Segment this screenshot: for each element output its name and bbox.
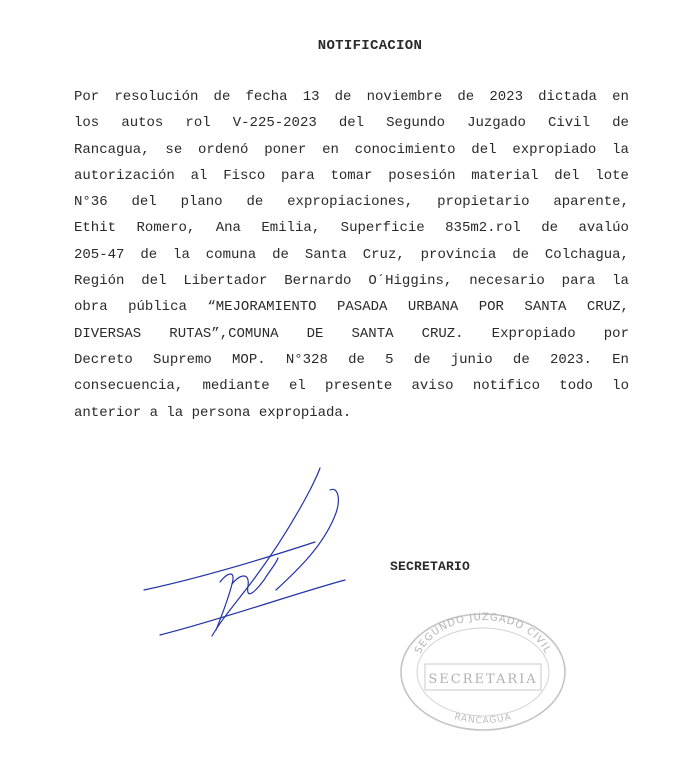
body-word: se xyxy=(165,141,183,158)
body-word: del xyxy=(471,141,497,158)
body-word: la xyxy=(612,141,629,158)
body-word: propietario xyxy=(437,194,530,211)
body-line xyxy=(74,400,629,426)
body-word: Bernardo xyxy=(284,273,352,290)
body-word: en xyxy=(322,141,339,158)
body-word: rol xyxy=(185,115,211,132)
body-word: del xyxy=(141,273,167,290)
body-word: de xyxy=(348,351,365,368)
body-word: a xyxy=(149,404,159,421)
body-word: de xyxy=(612,115,629,132)
body-word: 13 xyxy=(302,89,320,105)
body-word: noviembre xyxy=(366,89,443,105)
stamp-center-text: SECRETARIA xyxy=(428,672,538,687)
body-word: pública xyxy=(128,299,187,316)
body-word: conocimiento xyxy=(354,141,456,158)
body-word: expropiada. xyxy=(258,404,352,421)
body-word: de xyxy=(413,351,431,368)
body-word: expropiado xyxy=(512,141,597,158)
body-word: fecha xyxy=(245,89,288,105)
body-word: obra xyxy=(74,299,108,316)
body-word: DIVERSAS xyxy=(74,325,142,342)
body-word: plano xyxy=(180,194,223,211)
body-word: V-225-2023 xyxy=(232,115,317,132)
body-word: DE xyxy=(306,325,324,342)
signatory-role: SECRETARIO xyxy=(390,559,471,574)
body-word: Decreto xyxy=(74,351,133,368)
svg-text:RANCAGUA xyxy=(453,712,513,726)
body-word: MOP. xyxy=(232,351,266,368)
body-word: aviso xyxy=(411,378,454,395)
body-word: junio xyxy=(450,351,493,368)
body-word: el xyxy=(288,378,306,395)
handwritten-signature xyxy=(140,460,360,645)
body-word: “MEJORAMIENTO xyxy=(207,299,317,316)
body-word: la xyxy=(173,246,190,263)
body-line xyxy=(74,163,629,189)
court-seal-stamp xyxy=(395,608,570,733)
body-line xyxy=(74,110,629,136)
body-word: lote xyxy=(595,167,629,184)
notification-body xyxy=(74,84,629,426)
body-word: resolución xyxy=(114,89,199,105)
body-word: notifico xyxy=(472,378,541,395)
body-word: dictada xyxy=(538,89,597,105)
body-line xyxy=(74,189,629,215)
body-line xyxy=(74,215,629,241)
body-line xyxy=(74,137,629,163)
body-word: Ethit xyxy=(74,220,117,237)
body-word: Cruz, xyxy=(362,246,405,263)
body-line xyxy=(74,321,629,347)
body-word: POR xyxy=(478,299,504,316)
body-word: anterior xyxy=(74,404,142,421)
body-word: CRUZ. xyxy=(421,325,464,342)
body-word: avalúo xyxy=(578,220,629,237)
body-word: Colchagua, xyxy=(544,246,629,263)
body-word: Rancagua, xyxy=(74,141,150,158)
body-word: para xyxy=(561,273,596,290)
body-word: N°36 xyxy=(74,194,108,211)
body-word: en xyxy=(612,89,629,105)
body-line xyxy=(74,347,629,373)
body-word: al xyxy=(190,167,208,184)
body-line xyxy=(74,242,629,268)
body-word: Por xyxy=(74,89,100,105)
body-word: de xyxy=(541,220,559,237)
body-word: del xyxy=(338,115,365,132)
body-line xyxy=(74,268,629,294)
body-word: material xyxy=(471,167,539,184)
body-word: 5 xyxy=(385,351,394,368)
body-word: Santa xyxy=(304,246,347,263)
body-word: para xyxy=(281,167,315,184)
body-word: aparente, xyxy=(553,194,629,211)
body-word: los xyxy=(74,115,100,132)
body-word: Civil xyxy=(547,115,590,132)
body-word: URBANA xyxy=(407,299,459,316)
body-word: autorización xyxy=(74,167,175,184)
body-word: En xyxy=(612,351,629,368)
body-line xyxy=(74,373,629,399)
body-word: consecuencia, xyxy=(74,378,184,395)
body-word: por xyxy=(603,325,629,342)
body-word: Libertador xyxy=(183,273,268,290)
body-word: tomar xyxy=(330,167,373,184)
body-word: todo xyxy=(559,378,593,395)
body-word: mediante xyxy=(202,378,270,395)
svg-text:SEGUNDO JUZGADO CIVIL xyxy=(413,612,553,656)
body-word: de xyxy=(140,246,158,263)
body-word: la xyxy=(612,273,629,290)
body-word: SANTA xyxy=(524,299,567,316)
body-word: de xyxy=(334,89,352,105)
stamp-bottom-text: RANCAGUA xyxy=(453,712,513,727)
body-word: Ana xyxy=(215,220,241,237)
body-word: de xyxy=(213,89,231,105)
document-title: NOTIFICACION xyxy=(317,38,423,54)
body-word: de xyxy=(246,194,264,211)
body-word: 205-47 xyxy=(74,246,125,263)
body-line xyxy=(74,84,629,110)
body-word: presente xyxy=(325,378,393,395)
body-word: posesión xyxy=(388,167,456,184)
stamp-top-text: SEGUNDO JUZGADO CIVIL xyxy=(413,611,553,656)
body-word: de xyxy=(512,351,530,368)
body-word: de xyxy=(457,89,475,105)
body-word: Supremo xyxy=(153,351,212,368)
body-word: Expropiado xyxy=(491,325,576,342)
body-word: N°328 xyxy=(285,351,328,368)
body-word: SANTA xyxy=(351,325,394,342)
body-word: 2023. xyxy=(549,351,592,368)
body-word: expropiaciones, xyxy=(287,194,414,211)
body-word: poner xyxy=(264,141,307,158)
body-word: provincia xyxy=(420,246,497,263)
body-word: CRUZ, xyxy=(586,299,629,316)
body-word: PASADA xyxy=(337,299,388,316)
body-line xyxy=(74,294,629,320)
body-word: autos xyxy=(121,115,164,132)
body-word: la xyxy=(166,404,184,421)
body-word: Segundo xyxy=(386,115,445,132)
body-word: Emilia, xyxy=(261,220,321,237)
body-word: Juzgado xyxy=(467,115,526,132)
body-word: comuna xyxy=(205,246,257,263)
body-word: 835m2.rol xyxy=(445,220,521,237)
body-word: de xyxy=(272,246,289,263)
body-word: Superficie xyxy=(340,220,425,237)
body-word: persona xyxy=(191,404,251,421)
body-word: O´Higgins, xyxy=(368,273,453,290)
body-word: necesario xyxy=(469,273,545,290)
body-word: de xyxy=(512,246,529,263)
body-word: del xyxy=(554,167,580,184)
body-word: Fisco xyxy=(223,167,266,184)
body-word: Región xyxy=(74,273,125,290)
body-word: ordenó xyxy=(198,141,249,158)
body-word: 2023 xyxy=(489,89,523,105)
body-word: del xyxy=(131,194,157,211)
body-word: Romero, xyxy=(136,220,196,237)
body-word: lo xyxy=(612,378,629,395)
body-word: RUTAS”,COMUNA xyxy=(169,325,279,342)
